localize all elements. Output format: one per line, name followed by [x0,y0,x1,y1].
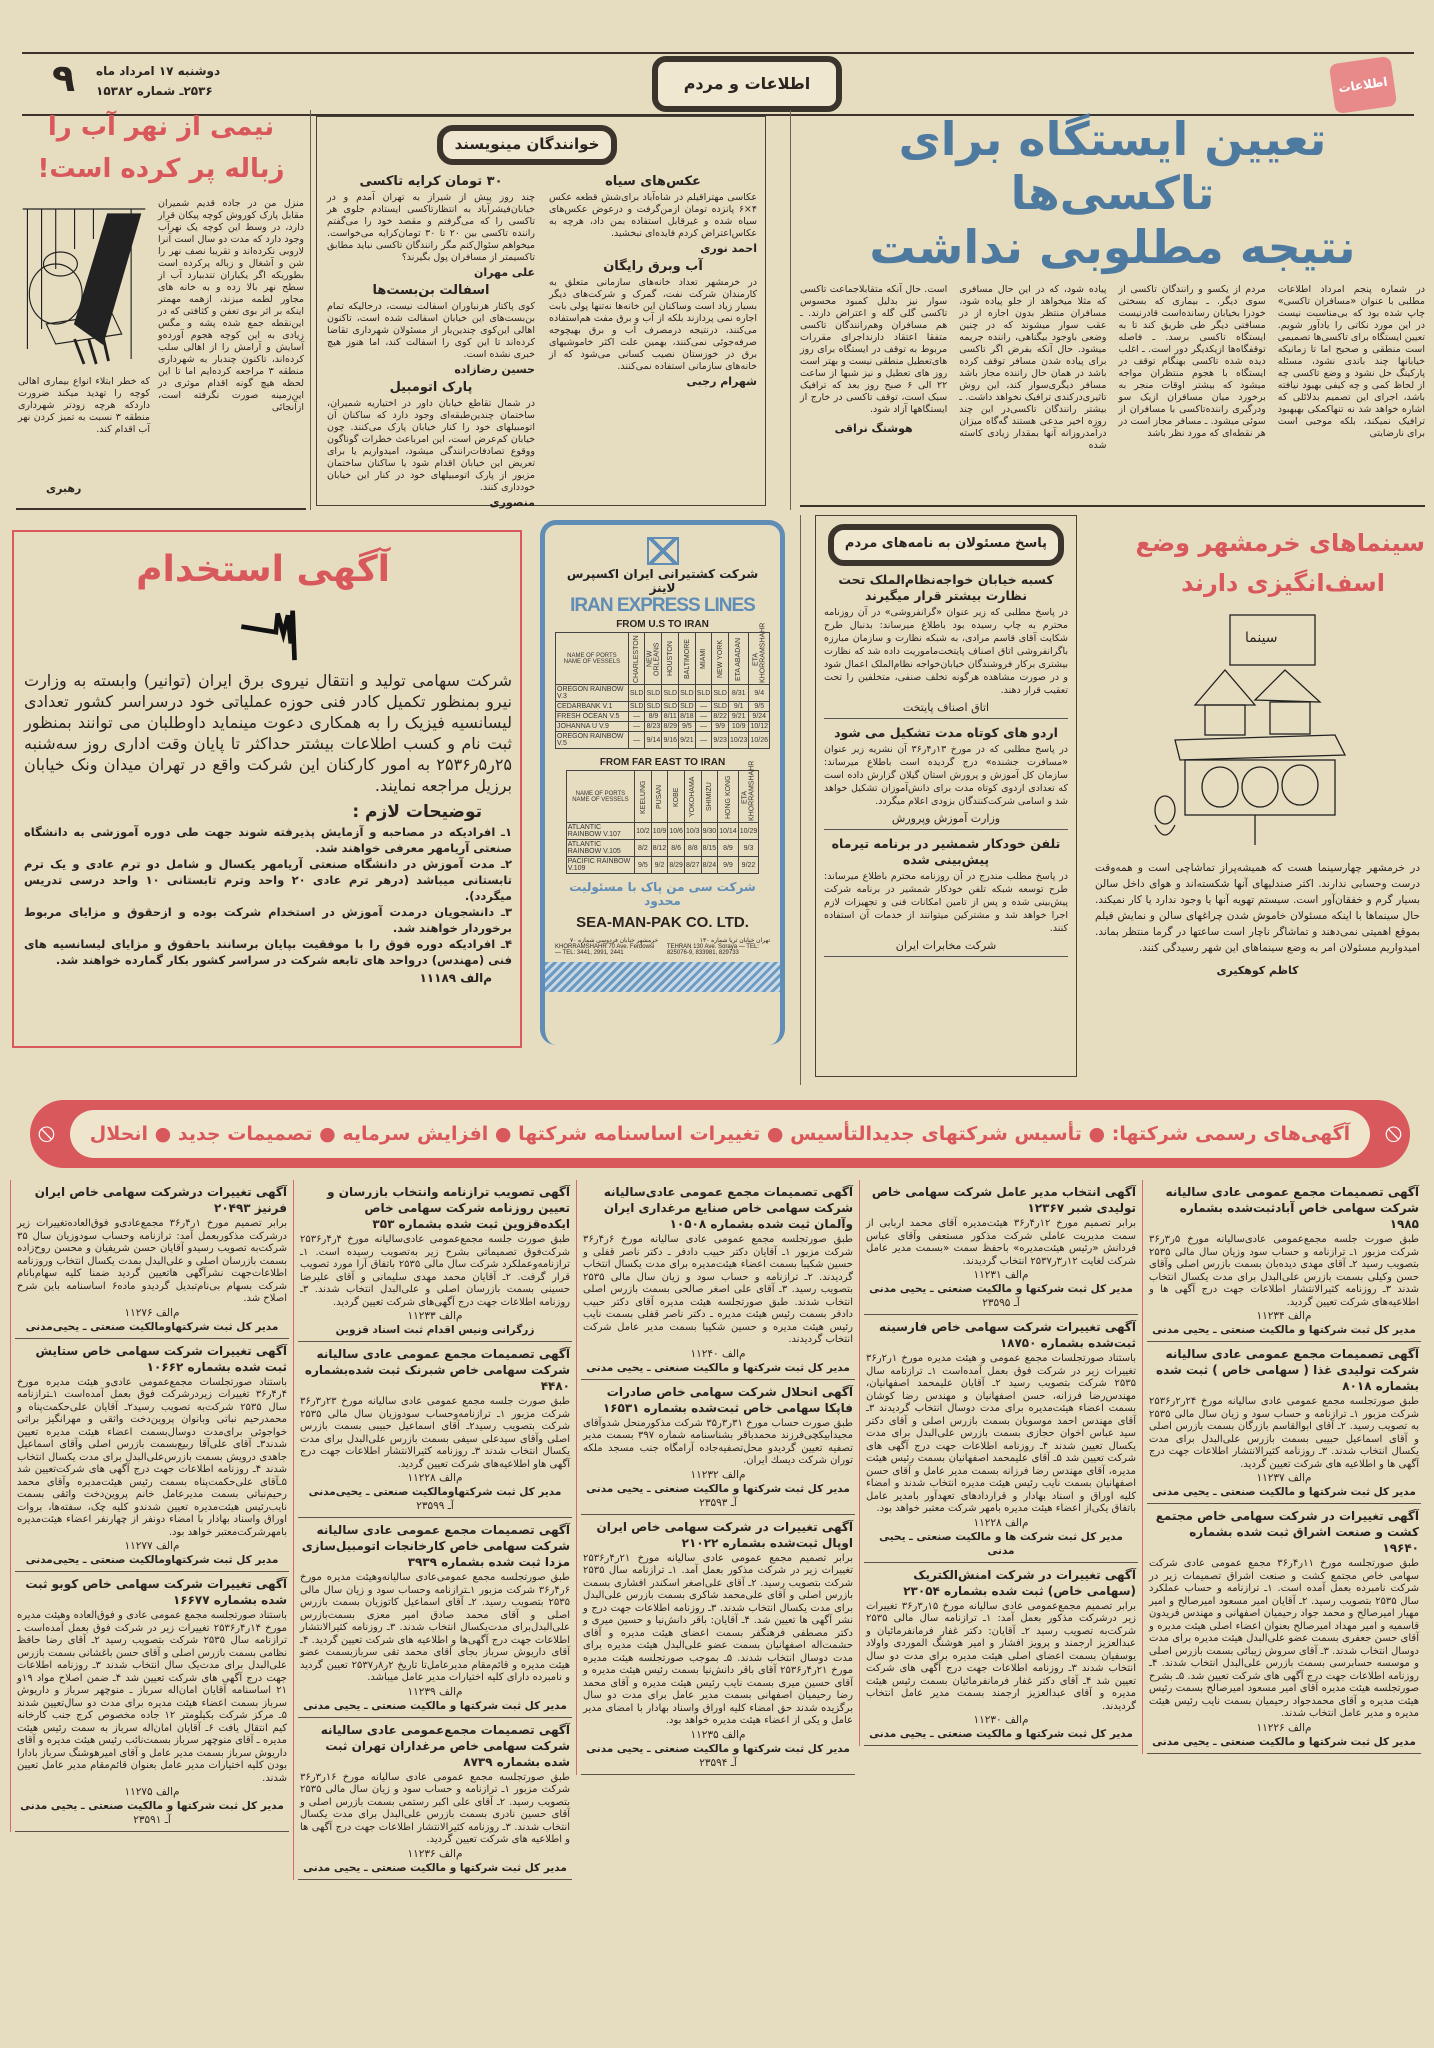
shipping-persian-name: شرکت کشتیرانی ایران اکسپرس لاینز [566,567,759,595]
sailing-date: 8/9 [718,840,739,857]
ad-body: طبق صورت جلسه مجمع‌عمومی عادی‌سالیانه مورخ ۴ر۴ر۲۵۳۶ شرکت‌فوق تصمیماتی بشرح زیر به‌تصویب رسیده است. ۱ـ ترازنامه‌وعملکرد شرکت سال مالی ۲۵۳۵ باتفاق آرا مورد تصویب قرار گرفت. ۲ـ آقایان محمد مهدی سلیمانی و آقای علیرضا حسینی بسمت بازرسان اصلی و علی‌البدل انتخاب شدند. ۳ـ روزنامه اطلاعات جهت درج آگهی‌های شرکت تعیین گردید. [300,1234,570,1308]
official-ad [864,1180,1138,1315]
sailing-date: 9/21 [679,732,696,749]
ad-body: برابر تصمیم مجمع‌عمومی عادی سالیانه مورخ ۱۵ر۳ر۳۶ تغییرات زیر درشرکت مذکور بعمل آمد: ۱ـ ترازنامه سال مالی ۲۵۳۵ شرکت‌به تصویب رسید ۲ـ آقایان: دکتر غفار فرمانفرمائیان و عبدالعزیز ارجمند و پرویز افشار و امیر هوشنگ الموردی واولاد یوسفیان بسمت اعضای اصلی هیئت مدیره برای مدت دو سال انتخاب شدند ۳ـ روزنامه اطلاعات جهت درج آگهی های شرکت تعیین شد ۴ـ آقای دکتر غفار فرمانفرمائیان بسمت رئیس هیئت مدیره و آقای عبدالعزیز ارجمند بسمت مدیر عامل انتخاب گردیدند. [866,1600,1137,1712]
date-line: دوشنبه ۱۷ امرداد ماه [96,64,221,78]
iran-express-lines-ad [540,520,785,1045]
readers-letters [316,116,766,509]
responses-title: پاسخ مسئولان به نامه‌های مردم [828,524,1064,566]
table-corner [566,771,634,823]
vessel-name: OREGON RAINBOW V.3 [556,685,629,702]
banner-mark-left: ⦸ [38,1118,55,1148]
official-ad [581,1180,855,1380]
sailing-date: — [628,722,645,732]
cinema-cartoon [1135,610,1375,850]
ad-signature: مدیر کل ثبت شرکتها و مالکیت صنعتی ـ یحیی مدنی [20,1800,284,1812]
sailing-date: 8/15 [701,840,718,857]
cinema-author: کاظم کوهکیری [1216,964,1299,977]
sailing-date: 9/3 [738,840,759,857]
sailing-date: 9/30 [701,823,718,840]
sailing-date: SLD [662,685,679,702]
sailing-date: SLD [713,703,727,710]
taxi-column: پیاده شود، که در این حال مسافری که مثلا میخواهد از جلو پیاده شود، مسافران منتظر بدون اجازه از در عقب سوار میشوند که در چنین وضعی باوجود بیگناهی، راننده جریمه میشود. حال آنکه بفرض اگر تاکسی برای پیاده شدن مسافر توقف کرده باشد در همان حال راننده مجاز باشد مسافر دیگری‌سوار کند، این روش تاثیری‌درکندی ترافیک نخواهد داشت. ـ بیشتر رانندگان تاکسی‌در این چند روزه اخیر مدعی هستند گه‌گاه میزان درآمدروزانه آنها بمقدار زیادی کاسته شده [959,284,1107,451]
ad-body: طبق صورتجلسه مورخ ۱۱ر۴ر۳۶ مجمع عمومی عادی شرکت سهامی خاص مجتمع کشت و صنعت اشراق تصمیمات زیر در شرکت نامبرده بعمل آمده است. ۱ـ ترازنامه و حساب عملکرد سال ۲۵۳۵ بتصویب رسید. ۲ـ آقایان امیر مسعود امیرصالح و امیر مهیار امیرصالح و محمد جواد رحیمیان اصفهانی و مهندس فریدون قاسمیه و امیر مهداد امیرصالح بعنوان اعضاء اصلی هیئت مدیره و آقای حسن جعفری بسمت عضو علی‌البدل هیئت مدیره برای مدت دوسال انتخاب شدند. ۳ـ آقای سروش زیبائی بسمت بازرس اصلی و موسسه حسابرسی بسمت بازرس علی‌البدل انتخاب شدند. ۴ـ روزنامه اطلاعات جهت درج آگهی های شرکت تعیین شد. ۵ـ بشرح صورتجلسه هیئت مدیره آقای امیر مسعود امیرصالح بسمت رئیس هیئت مدیره و آقای محمدجواد رحیمیان بسمت نایب رئیس هیئت مدیره و مدیر عامل انتخاب شدند. [1149,1558,1420,1719]
ad-title: آگهی تغییرات در شرکت سهامی خاص ایران اوپال ثبت‌شده بشماره ۲۱۰۲۲ [596,1519,853,1550]
office-khorramshahr: KHORRAMSHAHR 70 Ave. Ferdowsi — TEL: 3441, 2991, 2441 [555,944,655,956]
response-title: کسبه خیابان خواجه‌نظام‌الملک تحت نظارت بیشتر قرار میگیرند [838,572,1054,603]
ad-signature: مدیر کل ثبت شرکتها و مالکیت صنعتی ـ یحیی مدنی [1152,1324,1416,1336]
schedule-row [566,823,759,840]
response-title: اردو های کوتاه مدت تشکیل می شود [834,725,1058,740]
tavanir-logo [234,606,314,666]
ad-reference: م‌الف ۱۱۲۷۶ [124,1306,180,1319]
ad-reference: م‌الف ۱۱۲۷۵ [124,1786,180,1798]
response-signature: شرکت مخابرات ایران [824,938,1068,957]
sailing-date: 8/11 [663,713,677,720]
section-title: اطلاعات و مردم [652,56,842,112]
sailing-date: 9/1 [728,702,749,712]
sailing-date: 10/2 [635,823,652,840]
sailing-date: 8/24 [701,857,718,874]
port-header: BALTIMORE [679,633,696,685]
logo [1329,56,1397,114]
ad-signature: مدیر کل ثبت شرکتهاومالکیت صنعتی ـ یحیی‌مدنی [25,1320,279,1333]
official-ad [298,1342,572,1518]
sailing-date: SLD [712,685,729,702]
letter-title: پارک اتومبیل [389,380,473,395]
port-header: MIAMI [695,633,712,685]
sailing-date: 8/6 [668,840,685,857]
ad-body: برابر تصمیم مجمع عمومی عادی سالیانه مورخ ۲۱ر۴ر۲۵۳۶ تغییرات زیر در شرکت مذکور بعمل آمد. ۱ـ ترازنامه سال ۲۵۳۵ شرکت بتصویب رسید. ۲ـ آقای علی‌اصغر اسکندر افشاری بسمت بازرس اصلی و آقای علی‌محمد شاکری بسمت بازرس علی‌البدل برای مدت یکسال انتخاب شدند. ۳ـ روزنامه اطلاعات جهت درج و نشر آگهی ها تعیین شد. ۴ـ آقایان: باقر دانش‌نیا و حسین میری و دکتر مصطفی فرهنگفر بسمت اعضای هیئت مدیره و آقای حشمت‌اله اصفهانیان بسمت عضو علی‌البدل هیئت مدیره برای مدت دوسال انتخاب شدند. ۵ـ بموجب صورتجلسه هیئت مدیره مورخ ۲۱ر۴ر۲۵۳۶ آقای باقر دانش‌نیا بسمت رئیس هیئت مدیره و آقای حسین میری بسمت نایب رئیس هیئت مدیره و آقای محمد رضا رحیمیان اصفهانی بسمت مدیر عامل برای مدت دو سال برگزیده شدند حق امضاء کلیه اوراق واسناد بهادار با امضای مدیر عامل و یکی از اعضاء هیئت مدیره خواهد بود. [583,1552,854,1726]
ad-signature: زرگرانی ونیس اقدام ثبت اسناد قزوین [335,1324,535,1336]
vessel-name: PACIFIC RAINBOW V.109 [566,857,634,874]
ads-column [10,1180,293,1832]
response-body: در پاسخ مطلبی که در مورخ ۱۳ر۴ر۳۶ آن نشریه زیر عنوان «مسافرت جشنده» درج گردیده است باطلاع میرساند: سازمان کل آموزش و پرورش استان گیلان گزارش داده است که تعدادی اردوی کوتاه مدت برای دانش‌آموزان تشکیل خواهد شد و اسامی شرکت‌کنندگان بزودی اعلام میگردد. [824,744,1069,807]
sailing-date: 8/8 [684,840,701,857]
schedule-row [566,840,759,857]
ad-signature: مدیر کل ثبت شرکتها و مالکیت صنعتی ـ یحیی مدنی [586,1742,850,1755]
letter-body: عکاسی مهتراقیلم در شاه‌آباد برای‌شش قطعه عکس ۴×۶ پانزده تومان ازمن‌گرفت و درعوض عکس‌های سیاه شده و غیرقابل استفاده بمن داد، هرچه به عکاس‌اعتراض کردم فایده‌ای نبخشید. [549,192,757,239]
official-ad [864,1315,1138,1563]
issue-line: ۲۵۳۶ـ شماره ۱۵۳۸۲ [96,84,213,98]
sailing-date: SLD [645,685,662,702]
company-emblem-icon [647,537,679,565]
official-ad [298,1718,572,1880]
official-ads-area [10,1180,1425,1880]
taxi-article [800,112,1425,505]
office-tehran-fa: تهران خیابان ثریا شماره ۱۳۰ [699,938,770,944]
official-notices-banner [30,1100,1410,1168]
shipping-brand: IRAN EXPRESS LINES [570,595,755,616]
taxi-headline-1: تعیین ایستگاه برای تاکسی‌ها [898,112,1327,220]
vessel-name: CEDARBANK V.1 [556,702,629,712]
vessel-name: JOHANNA U V.9 [556,722,629,732]
sailing-date: SLD [695,685,712,702]
ad-title: آگهی انتخاب مدیر عامل شرکت سهامی خاص تولیدی شبر ۱۲۳۶۷ [871,1185,1136,1215]
official-ad [298,1180,572,1342]
official-ad [298,1518,572,1718]
letter-body: در شمال تقاطع خیابان داور در اختیاریه شمیران، ساختمان چندین‌طبقه‌ای وجود دارد که ساکنان آن اتومبیلهای خود را کنار خیابان پارک می‌کنند. چون خیابان کم‌عرض است، این امرباعث خطرات گوناگون ووقوع تصادفات‌رانندگی میشود، امیدواریم یا برای تعریض این خیابان اقدام شود یا ساکنان ساختمان مزبور از پارک اتومبیلهای خود در کنار این خیابان خودداری کنند. [327,398,535,493]
official-ad [581,1515,855,1775]
ad-title: آگهی تصمیمات مجمع عمومی عادی سالیانه شرکت سهامی خاص آبادثبت‌شده بشماره ۱۹۸۵ [1165,1185,1419,1231]
sailing-date: 9/21 [728,712,749,722]
corner-ports: NAME OF PORTS [575,790,626,797]
ad-title: آگهی تصمیمات مجمع عمومی عادی‌سالیانه شرکت سهامی خاص صنایع مرغداری ایران وآلمان ثبت شده بشماره ۱۰۵۰۸ [603,1185,853,1231]
sailing-date: 10/26 [749,732,770,749]
sailing-date: 10/9 [651,823,668,840]
letter-author: حسین رضازاده [454,363,535,376]
sailing-date: 10/9 [728,722,749,732]
corner-vessels: NAME OF VESSELS [572,796,629,803]
letter-body: چند روز پیش از شیراز به تهران آمدم و در خیابان‌فیشرآباد به انتظارتاکسی ایستادم جلوی هر تاکسی را که می‌گرفتم و مقصد خود را می‌گفتم راننده تاکسی بین ۲۰ تا ۳۰ تومان‌کرایه می‌خواست. میخواهم سئوال‌کنم مگر رانندگان تاکسی نباید مطابق تاکسیمتر از مسافران پول بگیرند؟ [327,192,536,263]
ad-signature: مدیر کل ثبت شرکتها و مالکیت صنعتی ـ یحیی مدنی [1152,1486,1416,1498]
ad-reference: م‌الف ۱۱۲۳۷ [1256,1472,1312,1484]
schedule-row [556,685,770,702]
schedule-row [566,857,759,874]
official-ad [1147,1342,1421,1504]
ad-title: آگهی تصمیمات مجمع عمومی عادی سالیانه شرکت تولیدی غذا ( سهامی خاص ) ثبت شده بشماره ۸۰۱۸ [1156,1347,1419,1393]
corner-ports: NAME OF PORTS [567,652,617,659]
sailing-date: SLD [629,703,644,710]
letter-title: عکس‌های سیاه [605,174,701,189]
sailing-date: 10/6 [668,823,685,840]
ad-body: طبق صورت جلسه مجمع‌عمومی عادی‌سالیانه مورخ ۵ر۳ر۳۶ شرکت مزبور ۱ـ ترازنامه و حساب سود وزیان سال مالی ۲۵۳۵ بتصویب رسید ۲ـ آقای مهدی دیده‌بان بسمت بازرس اصلی وآقای حسن وکیلی بسمت بازرس علی‌البدل برای مدت یکسال انتخاب شدند ۳ـ روزنامه کثیرالانتشار اطلاعات جهت درج آگهی ها و اطلاعیه‌های شرکت تعیین گردید. [1149,1234,1420,1308]
sailing-date: — [695,712,712,722]
office-tehran: TEHRAN 130 Ave. Soraya — TEL: 825076-9, 833981, 829733 [666,944,759,956]
banner-mark-right: ⦸ [1385,1118,1402,1148]
taxi-headline-2: نتیجه مطلوبی نداشت [869,220,1356,274]
agent-name: SEA-MAN-PAK CO. LTD. [576,914,749,931]
readers-title: خوانندگان مینویسند [437,125,617,165]
sailing-date: SLD [679,685,696,702]
sailing-date: 10/14 [718,823,739,840]
port-header: YOKOHAMA [684,771,701,823]
employment-title: آگهی استخدام [136,549,390,590]
employment-note: ۱ـ افرادیکه در مصاحبه و آزمایش پذیرفته شوند جهت طی دوره آموزشی به دانشگاه صنعتی آریامهر معرفی خواهند شد. [24,825,512,855]
taxi-column: در شماره پنجم امرداد اطلاعات مطلبی با عنوان «مسافران تاکسی» چاپ شده بود که بی‌مناسبت نیست در این مورد نکاتی را یادآور شویم. تعیین ایستگاه برای تاکسی‌ها تصمیمی است منطقی و صحیح اما تا زمانیکه خیابانها چند باندی نشود، مسئله پارکینگ حل نشود و وضع تاکسی چه از لحاظ کمی و چه کیفی بهبود نیافته باشد، اجرای این تصمیم بدلائلی که اشاره خواهد شد نه تنهاکمکی بهبهبود ترافیک نمیکند، بلکه موجبی است برای نارضایتی [1277,284,1425,439]
letter-title: اسفالت بن‌بست‌ها [372,283,490,298]
vessel-name: FRESH OCEAN V.5 [556,712,629,722]
ad-reference: م‌الف ۱۱۲۳۴ [1256,1310,1312,1322]
wave-decoration [545,962,780,992]
sailing-date: 8/18 [680,713,694,720]
cinema-article [1085,515,1425,1085]
port-header: NEW YORK [712,633,729,685]
ad-title: آگهی تصمیمات مجمع عمومی عادی سالیانه شرکت سهامی خاص شبرنک ثبت شده‌بشماره ۴۴۸۰ [304,1347,570,1393]
ad-reference: م‌الف ۱۱۲۷۷ [124,1540,180,1552]
sailing-date: — [628,712,645,722]
sailing-date: SLD [680,703,694,710]
ad-title: آگهی انحلال شرکت سهامی خاص صادرات فاپکا سهامی خاص ثبت‌شده بشماره ۱۶۵۳۱ [602,1384,853,1415]
ad-code: آـ ۲۳۵۹۱ [133,1814,171,1826]
official-responses [815,515,1077,1077]
letter-author: شهرام رجبی [686,375,757,388]
ad-reference: م‌الف ۱۱۲۳۳ [407,1310,463,1322]
ad-signature: مدیر کل ثبت شرکتها و مالکیت صنعتی ـ یحیی مدنی [869,1283,1133,1295]
ad-reference: م‌الف ۱۱۲۲۶ [1256,1721,1312,1734]
ad-body: برابر تصمیم مورخ ۱ر۴ر۳۶ مجمع‌عادی‌و فوق‌العاده‌تغییرات زیر درشرکت مذکوربعمل آمد: ترازنامه وحساب سودوزیان سال ۳۵ شرکت‌به تصویب رسیدو آقایان حسن شریفیان و محسن روح‌زاده بسمت بازرسان اصلی و علی‌البدل بمدت یکسال انتخاب وروزنامه اطلاعات‌جهت نشرآگهی هاتعیین گردید ضمنا کلیه سهام‌بانام شرکت بسهام بی‌نام‌تبدیل گردیدو ماده۶ اساسنامه باین شرح اصلاح شد. [17,1218,287,1304]
ad-body: باستناد صورتجلسه مجمع عمومی عادی و فوق‌العاده وهیئت مدیره مورخ ۱۴ر۴ر۲۵۳۶ تغییرات زیر در شرکت فوق بعمل آمده‌است ـ ترازنامه سال ۲۵۳۵ شرکت بتصویب رسید ۲ـ آقای رضا حافظ نظامی بسمت بازرس اصلی و آقای حسن باغشانی بسمت بازرس علی‌البدل برای مدت‌یک سال انتخاب شدند ۳ـ روزنامه اطلاعات جهت درج آگهی های شرکت تعیین شد ۴ـ ضمن اصلاح مواد ۱۹و ۲۱ اساسنامه آقایان امان‌اله سرباز ـ منوچهر سرباز و داریوش سرباز بسمت اعضاء هیئت مدیره برای مدت دو سال‌تعیین شدند ۵ـ مرکز شرکت بکیلومتر ۱۲ جاده مخصوص کرج جنب کارخانه کیم انتقال یافت ۶ـ آقایان امان‌اله سرباز به سمت رئیس هیئت مدیره ـ آقای منوچهر سرباز بسمت‌نائب رئیس هیئت مدیره و آقای داریوش سرباز بسمت مدیر عامل و آقای امیرهوشنگ سرباز بادارا بودن کلیه اختیارات مدیر عامل بعنوان قائم‌مقام مدیر عامل تعیین شدند. [17,1610,287,1784]
letter-body: در خرمشهر تعداد خانه‌های سازمانی متعلق به کارمندان شرکت نفت، گمرک و شرکت‌های دیگر بسیار زیاد است وساکنان این خانه‌ها نه‌تنها پولی بابت اجاره نمی پردازند بلکه از آب و برق مفت هم‌استفاده می‌کنند، درنتیجه درمصرف آب و برق بهیچوجه صرفه‌جوئی نمی‌کنند، بهمین علت اکثر خاموشیهای برق در خوزستان نصیب کسانی می‌شود که از خانه‌های سازمانی استفاده نمی‌کنند. [549,277,757,372]
sailing-date: 8/12 [651,840,668,857]
sailing-date: — [695,732,712,749]
banner-text: آگهی‌های رسمی شرکتها: ● تأسیس شرکتهای جدیدالتأسیس ● تغییرات اساسنامه شرکتها ● افزایش سرمایه ● تصمیمات جدید ● انحلال [70,1110,1370,1158]
sailing-date: 8/29 [668,857,685,874]
notes-title: توضیحات لازم : [352,802,482,822]
employment-note: ۴ـ افرادیکه دوره فوق را با موفقیت بپایان برسانند باحقوق و مزایای لیسانسیه های فنی (مهندس) درواحد های تابعه شرکت در سراسر کشور بکار گمارده خواهند شد. [24,937,512,967]
ad-title: آگهی تغییرات شرکت سهامی خاص فارسینه ثبت‌شده بشماره ۱۸۷۵۰ [879,1320,1136,1350]
ads-column [576,1180,859,1775]
port-header: ETA KHORRAMSHAHR [738,771,759,823]
response-body: در پاسخ مطلبی که زیر عنوان «گرانفروشی» در آن روزنامه محترم به چاپ رسیده بود باطلاع میرساند: بدنبال طرح شکایت آقای قاسم مرادی، به شبکه نظارت و سازمان مبارزه باگرانفروشی اتاق اصناف پایتخت‌ماموریت داده شد که نظارت بیشتری برکار فروشندگان خیابان‌خواجه نظام‌الملک اعمال شود و در صورت مشاهده هرگونه تخلف صنفی، متخلفین را تحت تعقیب قرار دهند. [824,607,1068,696]
office-khorramshahr-fa: خرمشهر خیابان فردوسی شماره ۷۰ [570,938,659,944]
ad-title: آگهی تصویب ترازنامه وانتخاب بازرسان و تعیین روزنامه شرکت سهامی خاص ایکده‌قزوین ثبت شده بشماره ۳۵۳ [327,1185,570,1231]
letter-body: کوی پاکتار هرنباوران اسفالت نیست، درحالیکه تمام بن‌بست‌های این خیابان اسفالت شده است، تاکنون اهالی این‌کوی چندین‌بار از مسئولان شهرداری تقاضا کرده‌اند تا این کوی را اسفالت کند، اما هنوز هیچ خبری نشده است. [327,301,535,360]
sailing-date: — [695,722,712,732]
sailing-date: SLD [663,703,678,710]
schedule-row [556,702,770,712]
canal-author: رهبری [46,482,82,495]
table1-title: FROM U.S TO IRAN [616,619,709,630]
port-header: ETA KHORRAMSHAHR [749,633,770,685]
employment-ad [12,530,522,1048]
port-header: CHARLESTON [628,633,645,685]
ad-signature: مدیر کل ثبت شرکتها و مالکیت صنعتی ـ یحیی مدنی [586,1361,850,1374]
sailing-date: 9/9 [712,722,729,732]
logo-text: اطلاعات [1337,74,1389,96]
official-ad [1147,1180,1421,1342]
ad-signature: مدیر کل ثبت شرکتها و مالکیت صنعتی ـ یحیی مدنی [869,1728,1133,1740]
sailing-date: 9/5 [679,722,696,732]
employment-ref: م‌الف ۱۱۱۸۹ [419,971,492,985]
ad-body: طبق صورتجلسه مجمع عمومی عادی سالیانه مورخ ۶ر۴ر۳۶ شرکت مزبور ۱ـ آقایان دکتر حبیب دادفر ـ دکتر ناصر قفلی و حسین شکیبا بسمت اعضاء هیئت‌مدیره برای مدت یکسال انتخاب گردیدند. ۲ـ ترازنامه و حساب سود و زیان سال مالی ۲۵۳۵ بتصویب رسید. ۳ـ آقای علی اصغر صالحی بسمت بازرس اصلی انتخاب شدند. طبق صورتجلسه هیئت مدیره آقای دکتر حبیب دادفر بسمت رئیس هیئت مدیره ـ دکتر ناصر قفلی بسمت نایب رئیس هیئت مدیره و حسین شکیبا بسمت مدیر عامل شرکت انتخاب گردیدند. [583,1234,853,1345]
vessel-name: ATLANTIC RAINBOW V.105 [566,840,634,857]
ads-column [293,1180,576,1880]
vessel-name: ATLANTIC RAINBOW V.107 [566,823,634,840]
official-ad [15,1339,289,1573]
employment-body: شرکت سهامی تولید و انتقال نیروی برق ایران (توانیر) وابسته به وزارت نیرو بمنظور تکمیل کادر فنی حوزه عملیاتی خود درسراسر کشور تعدادی لیسانسیه فیزیک را به همکاری دعوت مینماید داوطلبان می توانند بمنظور ثبت نام و کسب اطلاعات بیشتر حداکثر تا پایان وقت اداری روز سه‌شنبه ۲۵ر۵ر۲۵۳۶ به امور کارکنان این شرکت واقع در تهران میدان ونک خیابان برزیل مراجعه نمایند. [24,671,512,795]
taxi-column-wrapper [800,284,947,452]
readers-column [549,171,757,513]
sailing-date: — [628,732,645,749]
official-ad [864,1563,1138,1747]
cartoon-illustration [18,204,150,366]
canal-body: منزل من در جاده قدیم شمیران مقابل پارک کوروش کوچه پیکان قرار دارد، در وسط این کوچه یک نهرآب وجود دارد که مدت دو سال است آنرا لاروبی نکرده‌اند و تقریبا نصف نهر را شن و آشغال و زباله پرکرده است بطوریکه اگر یکباران تندببارد آب از سطح نهر بالا زده و به خانه های مجاور لطمه میزند، ازهمه مهمتر اینکه بر اثر بوی تعفن و کثافتی که در این‌نقطه جمع شده پشه و مگس زیادی به این کوچه هجوم آورده‌و آسایش و آرامش را از اهالی سلب کرده‌اند، تاکنون چندبار به شهرداری منطقه ۳ مراجعه کرده‌ایم اما تا این لحظه هیچ گونه اقدام موثری در این‌زمینه صورت نگرفته است، ازآنجائی [158,198,305,413]
official-ad [1147,1504,1421,1754]
ad-reference: م‌الف ۱۱۲۳۵ [690,1728,746,1741]
ad-title: آگهی تصمیمات مجمع عمومی عادی سالیانه شرکت سهامی خاص کارخانجات اتومبیل‌سازی مزدا ثبت شده بشماره ۳۹۳۹ [301,1523,570,1569]
sailing-date: 10/3 [684,823,701,840]
ad-body: طبق صورتجلسه مجمع عمومی‌عادی سالیانه‌وهیئت مدیره مورخ ۶ر۴ر۳۶ شرکت مزبور ۱ـترازنامه وحساب سود و زیان سال مالی ۲۵۳۵ بتصویب رسید. ۲ـ آقای اسماعیل کاتوزیان بسمت بازرس اصلی و آقای محمد صادق امیر معزی بسمت‌بازرس علی‌البدل‌برای مدت‌یکسال انتخاب شدند. ۳ـ روزنامه کثیرالانتشار اطلاعات جهت درج آگهی‌ها و اطلاعیه های شرکت تعیین گردید. ۴ـ آقای داریوش سرباز بجای آقای محمد تقی سربازبسمت عضو هیئت مدیره و قائم‌مقام مدیرعامل‌تا تاریخ ۲ر۸ر۲۵۳۷ تعیین گردید و نامبرده دارای کلیه اختیارات مدیر عامل میباشد. [300,1572,570,1683]
ad-signature: مدیر کل ثبت شرکتها و مالکیت صنعتی ـ یحیی مدنی [303,1699,567,1712]
port-header: ETA ABADAN [728,633,749,685]
corner-vessels: NAME OF VESSELS [563,658,621,665]
ad-signature: مدیر کل ثبت شرکتهاومالکیت صنعتی ـ یحیی‌مدنی [308,1486,562,1498]
response-body: در پاسخ مطلب مندرج در آن روزنامه محترم باطلاع میرساند: طرح توسعه شبکه تلفن خودکار شمشیر در برنامه شرکت پیش‌بینی شده و پس از تامین امکانات فنی و تجهیزات لازم اجرا خواهد شد و مشترکین میتوانند از خدمات آن استفاده کنند. [824,871,1068,934]
port-header: HONG KONG [718,771,739,823]
canal-headline-1: نیمی از نهر آب را [47,112,275,142]
employment-note: ۲ـ مدت آموزش در دانشگاه صنعتی آریامهر یکسال و شامل دو ترم عادی و یک ترم تابستانی میباشد (درهر ترم عادی ۲۰ واحد وترم تابستانی ۱۰ واحد درسی تدریس میگردد). [24,857,512,903]
letter-author: علی مهران [473,266,535,279]
cinema-body: در خرمشهر چهارسینما هست که همیشه‌پراز تماشاچی است و همه‌وقت درست وحسابی ندارند. اکثر صندلیهای آنها شکسته‌اند و هوای داخل سالن بسیار گرم و خفقان‌آور است. سیستم تهویه آنها یا وجود ندارد یا کار نمیکند. حال سینماها با اینکه مسئولان خاموش شدن چراغهای سالن و نمایش فیلم بموقع اهمیتی نمی‌دهند و تماشاگر ناچار است ساعتها در گرما منتظر بماند. امیدواریم مسئولان امر به وضع سینماهای این شهر رسیدگی کنند. [1095,862,1420,954]
sailing-date: 8/31 [728,685,749,702]
letter-title: ۳۰ تومان کرایه تاکسی [359,174,503,189]
response-signature: وزارت آموزش وپرورش [824,811,1068,830]
ad-reference: م‌الف ۱۱۲۳۶ [407,1847,463,1860]
sailing-date: 8/29 [663,723,678,730]
canal-article [16,100,306,510]
ad-body: برابر تصمیم مورخ ۱۲ر۴ر۳۶ هیئت‌مدیره آقای محمد اربابی از سمت مدیریت عاملی شرکت مذکور مستعفی وآقای عباس فردانش «رئیس هیئت‌مدیره» باحفظ سمت «بسمت مدیر عامل شرکت لغایت ۱۲ر۳ر۲۵۳۷ انتخاب گردیدند. [866,1218,1136,1267]
ad-signature: مدیر کل ثبت شرکتها و مالکیت صنعتی ـ یحیی مدنی [586,1482,850,1495]
ad-title: آگهی تغییرات شرکت سهامی خاص کوبو ثبت شده بشماره ۱۶۶۷۷ [25,1577,287,1607]
sailing-date: 9/2 [651,857,668,874]
port-header: SHIMIZU [701,771,718,823]
ad-title: آگهی تغییرات در شرکت سهامی خاص مجتمع کشت و صنعت اشراق ثبت شده بشماره ۱۹۶۴۰ [1155,1509,1419,1555]
canal-body-2: که خطر ابتلاء انواع بیماری اهالی کوچه را تهدید میکند ضرورت داردکه هرچه زودتر شهرداری منطقه ۳ نسبت به تمیز کردن نهر آب اقدام کند. [18,376,150,435]
table2-title: FROM FAR EAST TO IRAN [599,757,726,768]
sailing-date: 9/5 [635,857,652,874]
canal-headline-2: زباله پر کرده است! [37,154,285,184]
sailing-date: 9/5 [749,702,770,712]
sailing-date: — [695,702,712,712]
port-header: KOBE [668,771,685,823]
ad-reference: م‌الف ۱۱۲۲۸ [407,1472,463,1484]
ad-title: آگهی تغییرات شرکت سهامی خاص ستایش ثبت شده بشماره ۱۰۶۶۲ [35,1343,287,1374]
taxi-author: هوشنگ نراقی [834,422,913,435]
vessel-name: OREGON RAINBOW V.5 [556,732,629,749]
sailing-date: 9/22 [738,857,759,874]
ad-signature: مدیر کل ثبت شرکتهاومالکیت صنعتی ـ یحیی‌مدنی [25,1554,279,1566]
ad-body: طبق صورت جلسه مجمع عمومی عادی سالیانه مورخ ۲۳ر۳ر۳۶ شرکت مزبور ۱ـ ترازنامه‌وحساب سودوزیان سال مالی ۲۵۳۵ شرکت بتصویب رسید۲ـ آقای اسماعیل حبیبی بسمت بازرس اصلی وآقای سیدعلی سیفی بسمت بازرس علی‌البدل برای مدت یکسال انتخاب شدند ۳ـ روزنامه کثیر‌الانتشار اطلاعات جهت درج آگهی هاو اطلاعیه‌های شرکت تعیین گردید. [300,1396,570,1470]
ad-reference: م‌الف ۱۱۲۳۱ [973,1269,1029,1281]
port-header: HOUSTON [662,633,679,685]
sailing-date: SLD [628,685,645,702]
taxi-column: مردم از یکسو و رانندگان تاکسی از سوی دیگر. ـ بیماری که بسختی خودرا بخیابان رسانده‌است قادرنیست مسافتی دیگر طی طریق کند تا به ایستگاه تاکسی برسد. ـ فاصله توقفگاه‌ها ازیکدیگر دور است. ـ اغلب دیده شده تاکسی بهنگام توقف در ایستگاه با هجوم منتظران مواجه میشود که بیشتر اوقات منجر به برخورد میان مسافران ازیک سو ودرگیری راننده‌تاکسی با مسافران از سوئی میشود. ـ مسافر مجاز است در هر نقطه‌ای که مورد نظر باشد [1118,284,1266,439]
sailing-date: 9/24 [749,712,770,722]
schedule-row [556,732,770,749]
ad-code: آـ ۲۳۵۹۴ [699,1756,737,1769]
sailing-date: 9/14 [645,732,662,749]
sailing-date: 9/23 [712,732,729,749]
response-signature: اتاق اصناف پایتخت [824,700,1068,719]
ad-body: باستناد صورتجلسات مجمع‌عمومی عادی‌و هیئت مدیره مورخ ۴ر۴ر۳۶ تغییرات زیردرشرکت فوق بعمل آمده‌است ۱ـترازنامه سال ۲۵۳۵ شرکت‌به تصویب رسید۲ـ آقایان علی‌حکمت‌پناه و محمدرحیم نباتی وبانوان پروین‌دخت واثقی و مهرانگیز براتی خواجوئی برای‌مدت دوسال‌بسمت اعضاء هیئت مدیره تعیین شدند۳ـ آقای علی‌آقا ربیع‌بسمت بازرس اصلی وآقای اسماعیل جاهدی درویش بسمت بازرس‌علی‌البدل برای مدت یکسال انتخاب شدند ۴ـ روزنامه اطلاعات جهت درج آگهی های شرکت‌تعیین شد ۵ـآقای علی‌حکمت‌پناه بسمت رئیس هیئت‌مدیره وآقای محمد رحیم‌نباتی بسمت مدیرعامل خانم پروین‌دخت واثقی بسمت نایب‌رئیس هیئت‌مدیره تعیین شدندو کلیه چک، سفته‌ها، بروات اوراق واسناد بهادار با امضاء دونفر از چهارنفر اعضاء هیئت‌مدیره بامهرشرکت‌معتبر خواهد بود. [17,1376,288,1538]
ad-reference: م‌الف ۱۱۲۴۰ [690,1347,746,1360]
ad-signature: مدیر کل ثبت شرکت ها و مالکیت صنعتی ـ یحیی مدنی [879,1530,1123,1557]
cinema-headline-1: سینماهای خرمشهر وضع [1135,529,1425,557]
ad-title: آگهی تصمیمات مجمع‌عمومی عادی سالیانه شرکت سهامی خاص مرغداران تهران ثبت شده بشماره ۸۷۳۹ [320,1722,570,1769]
taxi-column-wrapper [959,284,1106,452]
official-ad [15,1572,289,1832]
letter-author: منصوری [489,496,535,509]
ad-body: طبق صورتجلسه مجمع عمومی عادی سالیانه مورخ ۲۴ر۲ر۲۵۳۶ شرکت مزبور ۱ـ ترازنامه و حساب سود و زیان سال مالی ۲۵۳۵ به تصویب رسید. ۲ـ آقای ابوالقاسم بازرگان بسمت بازرس اصلی و آقای اسماعیل حبیبی بسمت بازرس علی‌البدل برای مدت یکسال انتخاب شدند. ۳ـ روزنامه کثیرالانتشار اطلاعات جهت درج آگهی ها و اطلاعیه های شرکت تعیین گردید. [1149,1396,1420,1470]
schedule-row [556,722,770,732]
employment-note: ۳ـ دانشجویان درمدت آموزش در استخدام شرکت بوده و ازحقوق و مزایای مربوط برخوردار خواهند شد. [24,905,512,935]
ad-body: باستناد صورتجلسات مجمع عمومی و هیئت مدیره مورخ ۱ر۲ر۳۶ تغییرات زیر در شرکت فوق بعمل آمده‌است ۱ـ ترازنامه سال ۲۵۳۵ شرکت بتصویب رسید ۲ـ آقایان علیمحمد اصفهانیان، مهندس‌رضا فرزانه، حسن اصفهانیان و مهندس رضا کوشان بسمت اعضاء هیئت‌مدیره برای مدت دوسال انتخاب گردیدند ۳ـ آقای مهندس احمد موسویان بسمت بازرس اصلی و آقای دکتر سید عباس اخوان حجازی بسمت بازرس علی‌البدل برای مدت یکسال تعیین شدند ۴ـ روزنامه اطلاعات جهت درج آگهی های شرکت تعیین شد ۵ـ آقای علیمحمد اصفهانیان بسمت رئیس هیئت مدیره، آقای مهندس رضا فرزانه بسمت مدیر عامل و آقای حسن اصفهانیان بسمت نایب رئیس هیئت مدیره انتخاب شدند و امضاء کلیه اوراق و اسناد بهادار و قراردادهای تعهدآور بامدیر عامل باتفاق یکی‌از اعضاء هیئت مدیره بامهر شرکت معتبر خواهد بود. [866,1353,1136,1514]
sailing-date: 9/4 [749,685,770,702]
readers-column [327,171,535,513]
port-header: PUSAN [651,771,668,823]
ad-code: آـ ۲۳۵۹۳ [699,1496,737,1509]
letter-title: آب وبرق رایگان [603,259,703,274]
table-corner [556,633,629,685]
ad-reference: م‌الف ۱۱۲۳۹ [407,1685,463,1698]
sailing-date: 10/23 [728,732,749,749]
ad-code: آـ ۲۳۵۹۹ [416,1500,454,1512]
taxi-column-wrapper [1278,284,1425,452]
official-ad [15,1180,289,1339]
sailing-date: 9/16 [662,732,679,749]
ad-title: آگهی تغییرات در شرکت امنش‌الکتریک (سهامی خاص) ثبت شده بشماره ۲۳۰۵۴ [903,1567,1136,1598]
ad-body: طبق صورتجلسه مجمع عمومی عادی سالیانه مورخ ۱۶ر۳ر۳۶ شرکت مزبور ۱ـ ترازنامه و حساب سود و زیان سال مالی ۲۵۳۵ بتصویب رسید. ۲ـ آقای علی اکبر رستمی بسمت بازرس اصلی و آقای حسین نادری بسمت بازرس علی‌البدل برای مدت یکسال انتخاب شدند. ۳ـ روزنامه کثیرالانتشار اطلاعات جهت درج آگهی ها و اطلاعیه های شرکت تعیین گردید. [300,1771,570,1845]
port-header: KEELUNG [635,771,652,823]
sailing-date: 10/29 [738,823,759,840]
ad-title: آگهی تغییرات درشرکت سهامی خاص ایران فرنیز ۲۰۴۹۳ [34,1185,287,1215]
taxi-column-wrapper [1119,284,1266,452]
ad-code: آـ ۲۳۵۹۵ [982,1297,1020,1309]
sailing-date: 8/22 [713,713,727,720]
page-number: ۹ [52,56,76,100]
sailing-date: SLD [646,703,661,710]
ad-signature: مدیر کل ثبت شرکتها و مالکیت صنعتی ـ یحیی مدنی [1152,1735,1416,1748]
ad-signature: مدیر کل ثبت شرکتها و مالکیت صنعتی ـ یحیی مدنی [303,1861,567,1874]
sailing-date: 9/9 [718,857,739,874]
ad-reference: م‌الف ۱۱۲۳۰ [973,1714,1029,1726]
sailing-date: 8/2 [635,840,652,857]
ads-column [1142,1180,1425,1754]
sailing-date: 8/27 [684,857,701,874]
ad-reference: م‌الف ۱۱۲۲۸ [973,1516,1029,1529]
sailing-date: 8/23 [646,723,661,730]
schedule-row [556,712,770,722]
cinema-sign-text: سینما [1245,630,1278,646]
response-title: تلفن خودکار شمشیر در برنامه تیرماه پیش‌بینی شده [831,836,1061,867]
sailing-date: 10/12 [750,723,768,730]
taxi-column: است. حال آنکه متقابلاجماعت تاکسی سوار نیز بدلیل کمبود محسوس تاکسی گلی گله و اعتراض دارند. ـ هم مسافران وهم‌رانندگان تاکسی متفقا اعتقاد دارنداجرای مقررات مربوط به توقف در ایستگاه برای روز های‌تعطیل منطقی نیست و بهتر است روز های تعطیل و نیز شبها از ساعت ۲۲ الی ۶ صبح روز بعد که ترافیک سبک است، توقف تاکسی در خارج از ایستگاهها آزاد شود. [800,284,948,415]
letter-author: احمد نوری [700,242,757,255]
official-ad [581,1380,855,1515]
sailing-date: 8/9 [645,712,662,722]
ads-column [859,1180,1142,1746]
cinema-headline-2: اسف‌انگیزی دارند [1181,569,1385,597]
ad-reference: م‌الف ۱۱۲۳۲ [690,1468,746,1481]
port-header: NEW ORLEANS [645,633,662,685]
agent-persian: شرکت سی من پاک با مسئولیت محدود [569,880,756,908]
ad-body: طبق صورت حساب مورخ ۳۱ر۳ر۳۵ شرکت مذکورمنحل شدوآقای مجیدابیکچی‌فرزند محمدباقر بشناسنامه شماره ۳۹۷ بسمت مدیر تصفیه تعیین گردیدو محل‌تصفیه‌جاده آرامگاه جنب مسجد ملکه توران شرکت دیسك ایران. [583,1417,853,1466]
